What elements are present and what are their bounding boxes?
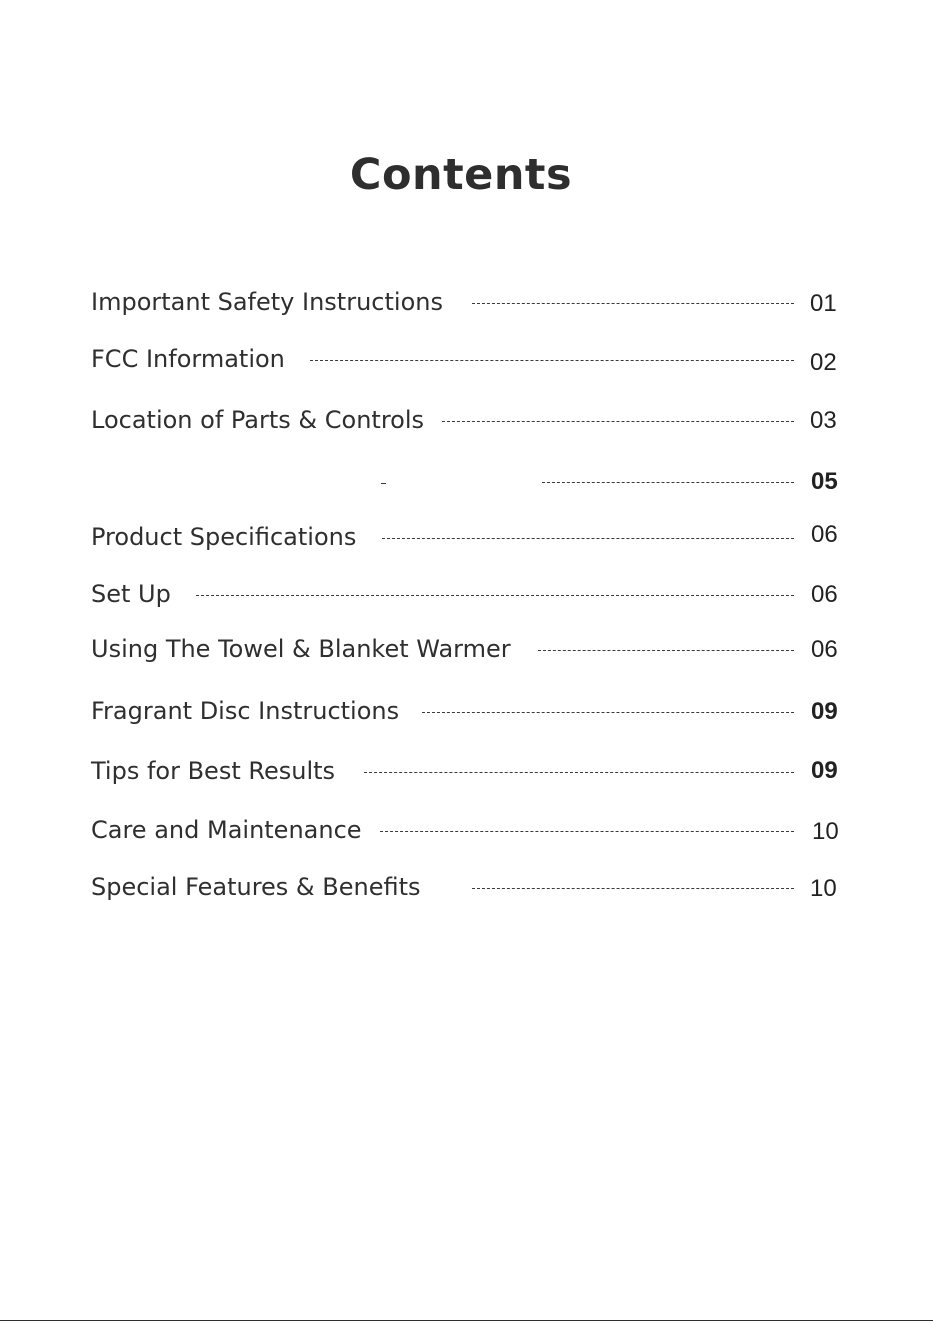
page-bottom-rule xyxy=(0,1320,933,1321)
toc-entry-page-number: 10 xyxy=(812,818,839,845)
toc-entry-label: FCC Information xyxy=(91,345,285,373)
toc-entry[interactable] xyxy=(0,815,933,855)
toc-entry[interactable] xyxy=(0,579,933,619)
toc-entry[interactable] xyxy=(0,405,933,445)
dotted-leader xyxy=(538,650,794,651)
toc-entry-label: Using The Towel & Blanket Warmer xyxy=(91,635,511,663)
toc-entry-label: Care and Maintenance xyxy=(91,816,362,844)
toc-entry-page-number: 06 xyxy=(811,521,838,548)
toc-entry-page-number: 09 xyxy=(811,698,838,725)
toc-entry-label: Fragrant Disc Instructions xyxy=(91,697,400,725)
toc-entry[interactable] xyxy=(0,756,933,796)
toc-entry-page-number: 03 xyxy=(810,407,837,434)
toc-entry-page-number: 06 xyxy=(811,636,838,663)
toc-entry[interactable] xyxy=(0,344,933,384)
toc-entry-label: Set Up xyxy=(91,580,171,608)
toc-entry-page-number: 02 xyxy=(810,349,837,376)
toc-entry[interactable] xyxy=(0,466,933,506)
dotted-leader xyxy=(382,538,794,539)
page-title: Contents xyxy=(349,150,573,200)
dotted-leader xyxy=(442,421,794,422)
toc-entry[interactable] xyxy=(0,522,933,562)
dotted-leader xyxy=(196,595,794,596)
dotted-leader xyxy=(542,482,794,483)
toc-entry[interactable] xyxy=(0,872,933,912)
dotted-leader xyxy=(364,772,794,773)
dotted-leader xyxy=(472,888,794,889)
dotted-leader xyxy=(380,831,794,832)
toc-entry[interactable] xyxy=(0,696,933,736)
toc-entry-label: Important Safety Instructions xyxy=(91,288,443,316)
toc-entry-label: Tips for Best Results xyxy=(91,757,336,785)
toc-entry-page-number: 01 xyxy=(810,290,837,317)
toc-entry-label: Product Specifications xyxy=(91,523,357,551)
dotted-leader xyxy=(422,712,794,713)
toc-entry-page-number: 09 xyxy=(811,757,838,784)
toc-entry-page-number: 05 xyxy=(811,468,838,495)
toc-entry-label: Special Features & Benefits xyxy=(91,873,421,901)
toc-entry-label: Location of Parts & Controls xyxy=(91,406,425,434)
dotted-leader xyxy=(472,303,794,304)
toc-entry[interactable] xyxy=(0,634,933,674)
toc-entry[interactable] xyxy=(0,287,933,327)
stray-dash xyxy=(381,483,386,484)
dotted-leader xyxy=(310,360,794,361)
toc-entry-page-number: 06 xyxy=(811,581,838,608)
toc-entry-page-number: 10 xyxy=(810,875,837,902)
